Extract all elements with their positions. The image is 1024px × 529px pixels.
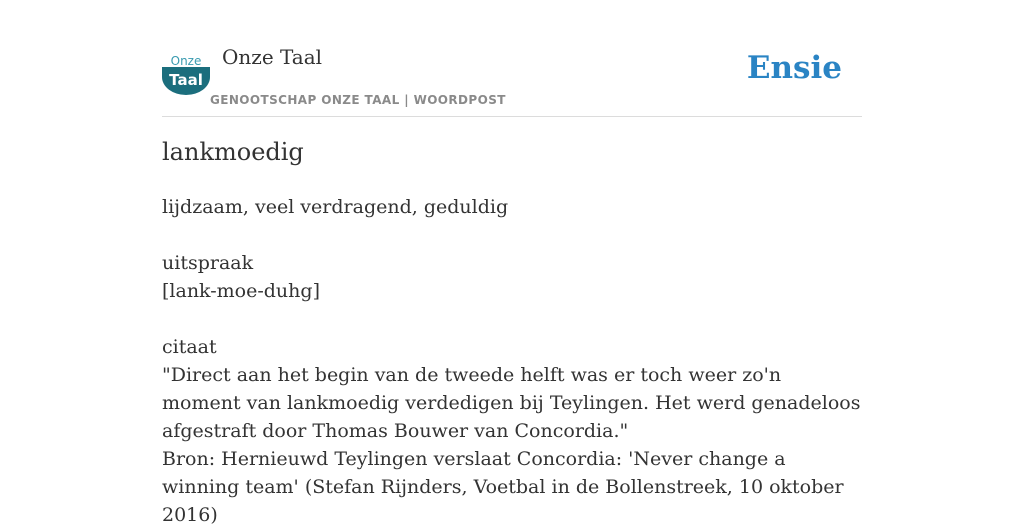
spacer: [162, 305, 862, 333]
source: Bron: Hernieuwd Teylingen verslaat Concordia: 'Never change a winning team' (Stefan Rijnders, Voetbal in de Bollenstreek, 10 oktober 2016): [162, 448, 844, 526]
onze-taal-logo: [162, 53, 210, 95]
quote: "Direct aan het begin van de tweede helft was er toch weer zo'n moment van lankmoedig verdedigen bij Teylingen. Het werd genadeloos afgestraft door Thomas Bouwer van Concordia.": [162, 364, 861, 442]
entry-term: lankmoedig: [162, 138, 304, 166]
brand-subline: GENOOTSCHAP ONZE TAAL | WOORDPOST: [210, 93, 506, 107]
logo-top-text: Onze: [170, 54, 202, 68]
spacer: [162, 221, 862, 249]
definition: lijdzaam, veel verdragend, geduldig: [162, 196, 509, 218]
site-name[interactable]: Ensie: [746, 50, 842, 86]
brand-name[interactable]: Onze Taal: [222, 45, 323, 69]
pronunciation: [lank-moe-duhg]: [162, 280, 320, 302]
entry-body: [162, 193, 862, 529]
quote-label: citaat: [162, 336, 217, 358]
pronunciation-label: uitspraak: [162, 252, 254, 274]
entry-card: [162, 0, 862, 526]
header: [162, 0, 862, 117]
logo-bottom-text: Taal: [169, 71, 203, 89]
